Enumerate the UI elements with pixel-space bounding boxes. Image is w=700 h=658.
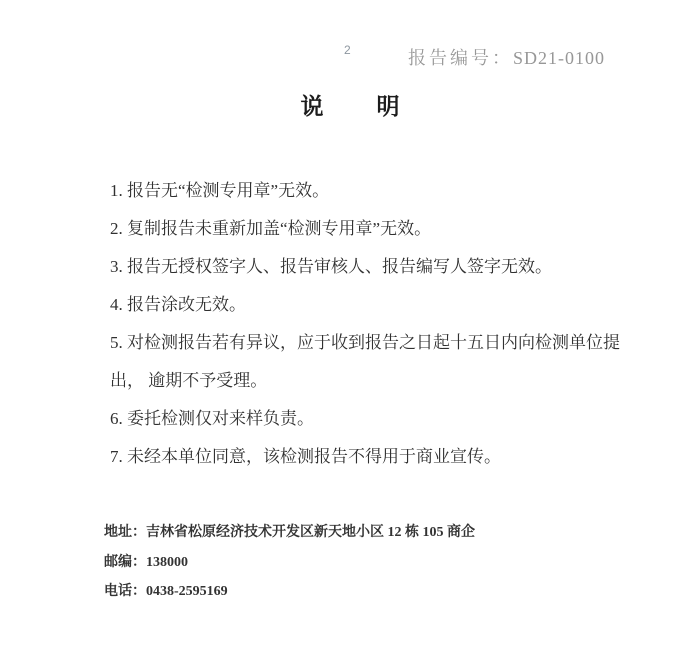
report-number-label: 报告编号： [408,48,513,68]
note-item-1: 1. 报告无“检测专用章”无效。 [110,181,330,200]
note-item-5: 5. 对检测报告若有异议，应于收到报告之日起十五日内向检测单位提出， 逾期不予受理。 [110,333,620,390]
report-number [408,44,605,70]
page-number: 2 [344,43,351,57]
page-title-char-left: 说 [300,94,324,119]
note-item-6: 6. 委托检测仅对来样负责。 [110,409,314,428]
page-title-char-right: 明 [376,94,400,119]
footer-phone: 电话：0438-2595169 [104,584,228,599]
note-item-7: 7. 未经本单位同意，该检测报告不得用于商业宣传。 [110,447,501,466]
note-item-4: 4. 报告涂改无效。 [110,295,246,314]
notes-list [110,172,628,476]
note-item-3: 3. 报告无授权签字人、报告审核人、报告编写人签字无效。 [110,257,552,276]
report-number-value: SD21-0100 [513,48,606,68]
footer-postal-code: 邮编：138000 [104,554,188,570]
contact-footer [104,518,664,607]
note-item-2: 2. 复制报告未重新加盖“检测专用章”无效。 [110,219,432,238]
footer-address: 地址：吉林省松原经济技术开发区新天地小区 12 栋 105 商企 [104,525,475,540]
page-title [0,88,700,121]
